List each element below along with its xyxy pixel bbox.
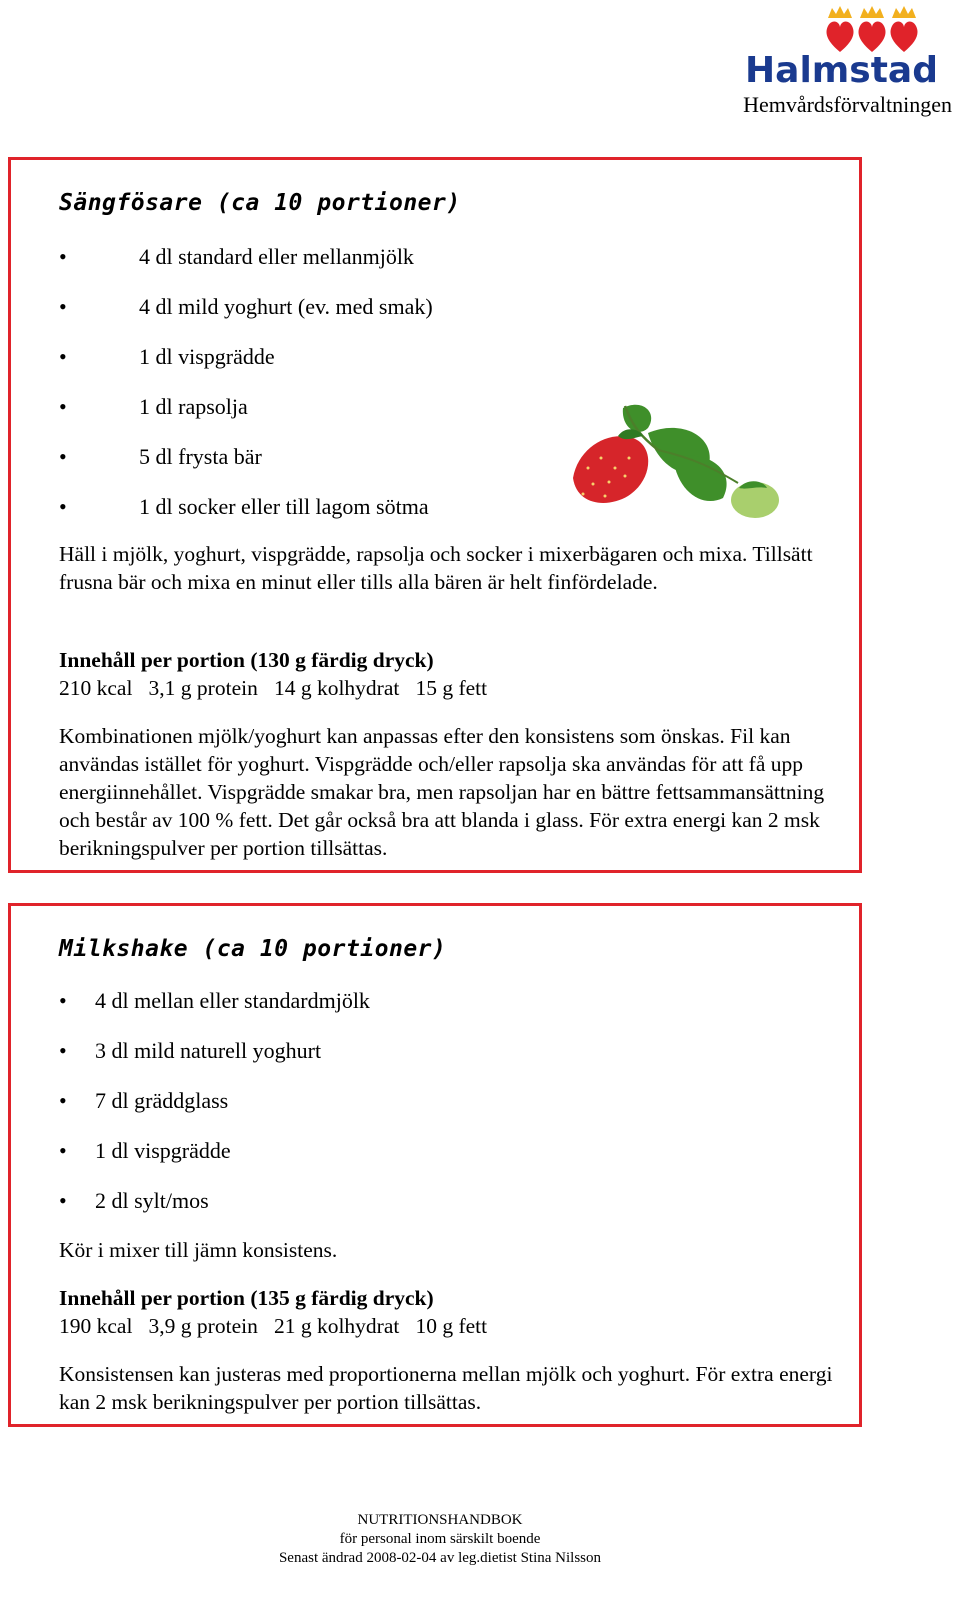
ingredient-text: 4 dl standard eller mellanmjölk	[139, 244, 414, 269]
bullet-icon: •	[59, 444, 67, 469]
crowns-and-hearts-icon	[824, 4, 924, 56]
strawberry-icon	[563, 398, 793, 528]
nutrition-heading: Innehåll per portion (135 g färdig dryck)	[59, 1286, 434, 1310]
recipe-title: Sängfösare (ca 10 portioner)	[59, 190, 461, 216]
nutrition-block	[59, 1284, 839, 1340]
bullet-icon: •	[59, 494, 67, 519]
ingredient-text: 3 dl mild naturell yoghurt	[95, 1038, 322, 1063]
ingredient-text: 1 dl vispgrädde	[95, 1138, 231, 1163]
nutrition-values: 210 kcal 3,1 g protein 14 g kolhydrat 15 g fett	[59, 676, 488, 700]
instructions-text: Kör i mixer till jämn konsistens.	[59, 1238, 338, 1262]
bullet-icon: •	[59, 988, 67, 1013]
footer-title: NUTRITIONSHANDBOK	[357, 1512, 523, 1528]
ingredient-text: 5 dl frysta bär	[139, 444, 262, 469]
ingredient-text: 4 dl mild yoghurt (ev. med smak)	[139, 294, 433, 319]
recipe-title: Milkshake (ca 10 portioner)	[59, 936, 447, 962]
ingredient-text: 2 dl sylt/mos	[95, 1188, 209, 1213]
bullet-icon: •	[59, 1188, 67, 1213]
nutrition-block	[59, 646, 839, 702]
recipe-card-milkshake	[8, 903, 862, 1427]
bullet-icon: •	[59, 294, 67, 319]
ingredient-text: 7 dl gräddglass	[95, 1088, 229, 1113]
notes-text: Kombinationen mjölk/yoghurt kan anpassas efter den konsistens som önskas. Fil kan användas istället för yoghurt. Vispgrädde och/eller rapsolja ska användas för att få upp energiinnehållet. Vispgrädde smakar bra, men rapsoljan har en bättre fettsammansättning och består av 100 % fett. Det går också bra att blanda i glass. För extra energi kan 2 msk berikningspulver per portion tillsättas.	[59, 724, 825, 860]
bullet-icon: •	[59, 394, 67, 419]
bullet-icon: •	[59, 1088, 67, 1113]
footer-revision: Senast ändrad 2008-02-04 av leg.dietist Stina Nilsson	[278, 1550, 602, 1566]
notes-text: Konsistensen kan justeras med proportionerna mellan mjölk och yoghurt. För extra energi kan 2 msk berikningspulver per portion tillsättas.	[59, 1362, 833, 1414]
ingredient-text: 1 dl rapsolja	[139, 394, 248, 419]
logo-wordmark: Halmstad	[745, 50, 938, 91]
bullet-icon: •	[59, 1038, 67, 1063]
document-footer	[0, 1511, 880, 1568]
footer-subtitle: för personal inom särskilt boende	[339, 1531, 541, 1547]
bullet-icon: •	[59, 1138, 67, 1163]
ingredient-text: 1 dl vispgrädde	[139, 344, 275, 369]
recipe-card-sangfosare	[8, 157, 862, 873]
department-name: Hemvårdsförvaltningen	[743, 92, 952, 117]
nutrition-values: 190 kcal 3,9 g protein 21 g kolhydrat 10 g fett	[59, 1314, 488, 1338]
instructions-text: Häll i mjölk, yoghurt, vispgrädde, rapsolja och socker i mixerbägaren och mixa. Tillsätt frusna bär och mixa en minut eller tills alla bären är helt finfördelade.	[59, 542, 813, 594]
halmstad-logo	[738, 4, 952, 117]
bullet-icon: •	[59, 344, 67, 369]
nutrition-heading: Innehåll per portion (130 g färdig dryck)	[59, 648, 434, 672]
ingredient-text: 1 dl socker eller till lagom sötma	[139, 494, 429, 519]
ingredient-text: 4 dl mellan eller standardmjölk	[95, 988, 370, 1013]
bullet-icon: •	[59, 244, 67, 269]
